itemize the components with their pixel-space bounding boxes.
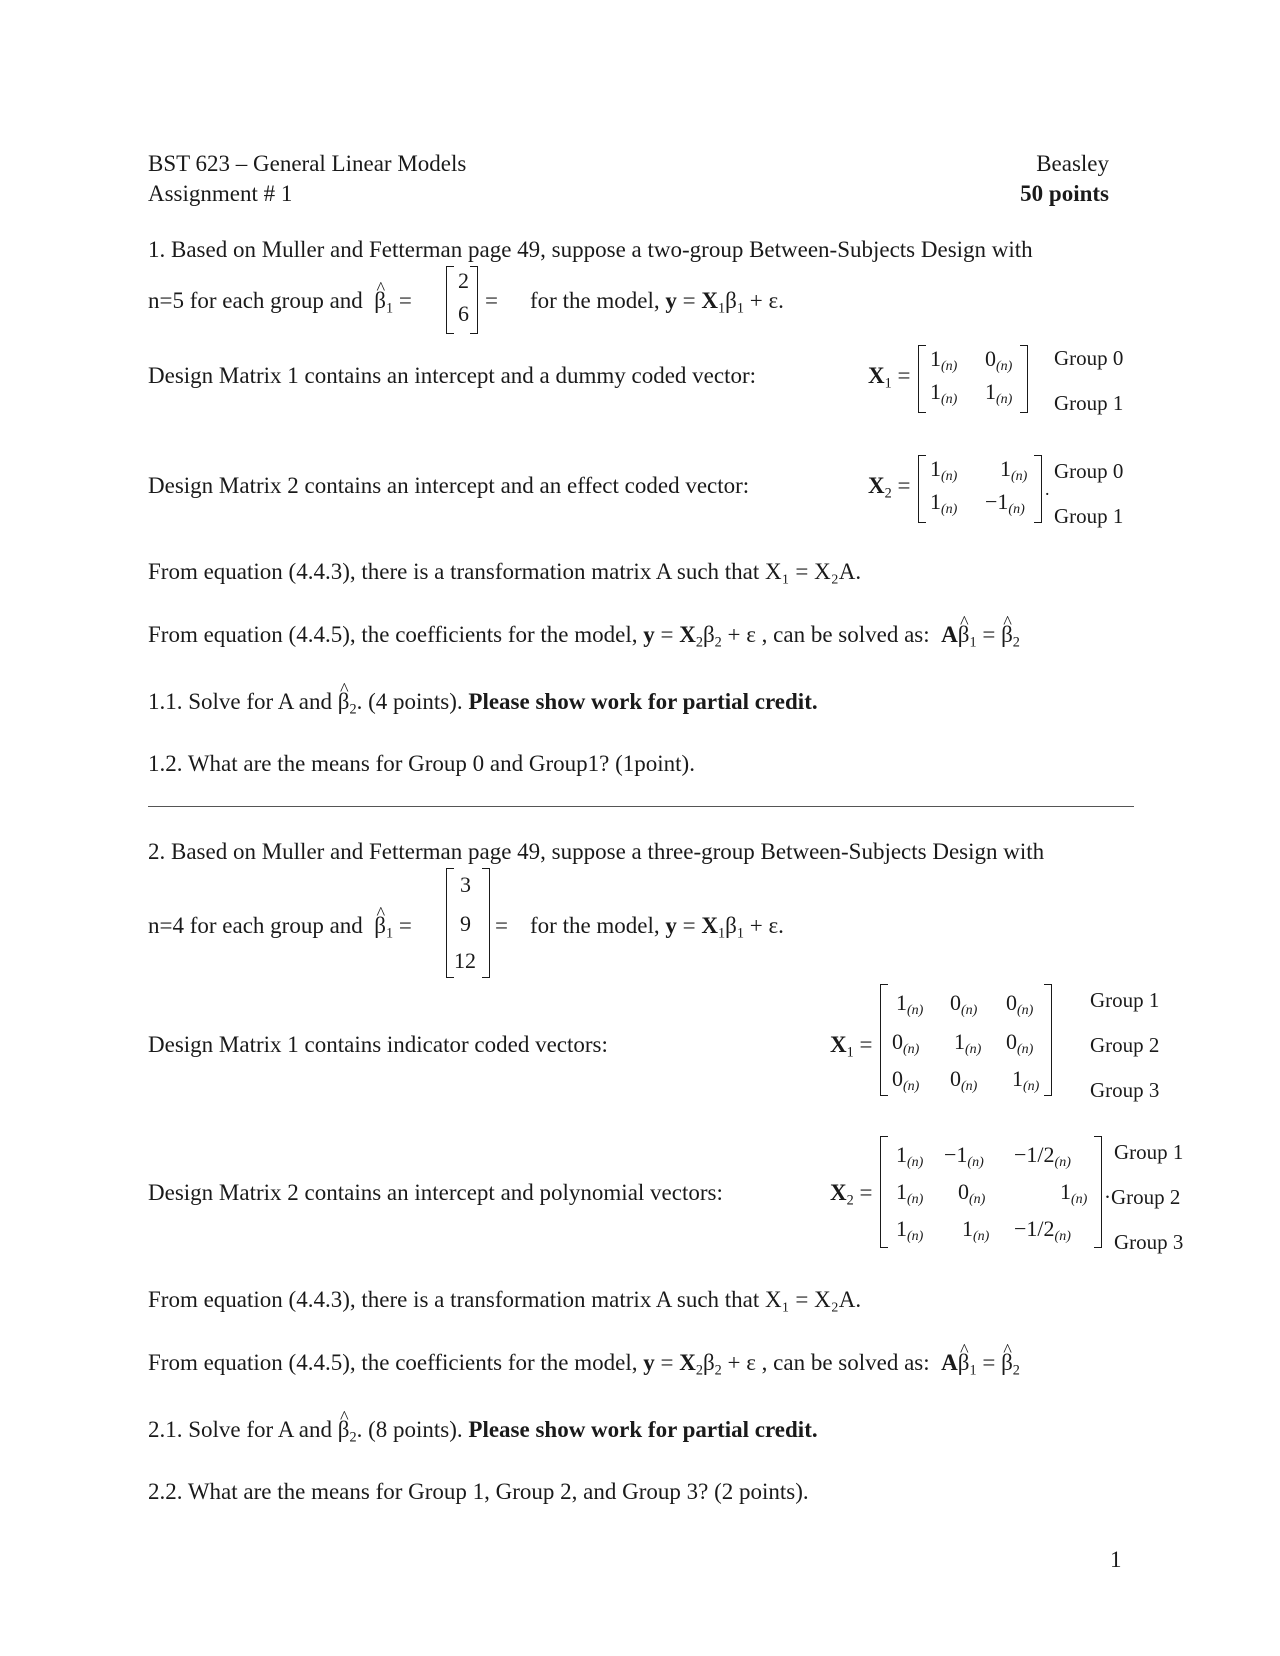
q1-x2-group-1: Group 1 bbox=[1054, 504, 1124, 528]
q2-means: 2.2. What are the means for Group 1, Group 2, and Group 3? (2 points). bbox=[148, 1479, 809, 1504]
q1-model: for the model, $y = X_1\beta_1 + \varepsilon$. bbox=[530, 288, 784, 317]
q1-dm1-text: Design Matrix 1 contains an intercept and a dummy coded vector: bbox=[148, 363, 757, 388]
beta-hat-symbol: ^ β bbox=[374, 289, 386, 312]
q2-x2-group-1: Group 2 bbox=[1111, 1185, 1181, 1209]
q1-x1-group-0: Group 0 bbox=[1054, 346, 1124, 370]
q2-dm1-text: Design Matrix 1 contains indicator coded vectors: bbox=[148, 1032, 608, 1057]
q2-eq443: From equation (4.4.3), there is a transformation matrix A such that X₁ = X₂A. bbox=[148, 1287, 862, 1312]
q1-n-text: n=5 for each group and bbox=[148, 288, 363, 313]
instructor-name: Beasley bbox=[1036, 151, 1109, 176]
q2-x2-group-0: Group 1 bbox=[1114, 1140, 1184, 1164]
q2-x1-group-2: Group 3 bbox=[1090, 1078, 1160, 1102]
q2-x1-group-0: Group 1 bbox=[1090, 988, 1160, 1012]
q1-intro: 1. Based on Muller and Fetterman page 49, suppose a two-group Between-Subjects Design with bbox=[148, 237, 1033, 262]
q2-intro: 2. Based on Muller and Fetterman page 49, suppose a three-group Between-Subjects Design with bbox=[148, 839, 1045, 864]
q2-x2-label: $X_2$ = bbox=[830, 1180, 873, 1209]
q1-x2-group-0: Group 0 bbox=[1054, 459, 1124, 483]
q2-x2-group-2: Group 3 bbox=[1114, 1230, 1184, 1254]
q1-x1-label: $X_1$ = bbox=[868, 363, 911, 392]
total-points: 50 points bbox=[1020, 181, 1109, 206]
q1-dm2-text: Design Matrix 2 contains an intercept and an effect coded vector: bbox=[148, 473, 750, 498]
q1-n-line: n=5 for each group and ^ $\beta_1$ = bbox=[148, 289, 412, 316]
q1-eq445: From equation (4.4.5), the coefficients for the model, $y = X_2\beta_2 + \varepsilon$ , can be solved as: A^ $\beta_1$ = ^ $\beta_2$ bbox=[148, 623, 1020, 650]
q2-n-line: n=4 for each group and ^ $\beta_1$ = bbox=[148, 914, 412, 941]
q2-n-text: n=4 for each group and bbox=[148, 913, 363, 938]
assignment-title: Assignment # 1 bbox=[148, 181, 293, 206]
page-number: 1 bbox=[1110, 1547, 1122, 1572]
q2-solve: 2.1. Solve for A and ^ $\beta_2$. (8 points). Please show work for partial credit. bbox=[148, 1418, 818, 1445]
q2-dm2-text: Design Matrix 2 contains an intercept and polynomial vectors: bbox=[148, 1180, 723, 1205]
q2-beta-0: 3 bbox=[460, 872, 471, 897]
q2-x1-group-1: Group 2 bbox=[1090, 1033, 1160, 1057]
q1-means: 1.2. What are the means for Group 0 and Group1? (1point). bbox=[148, 751, 695, 776]
course-title: BST 623 – General Linear Models bbox=[148, 151, 467, 176]
q2-model: for the model, $y = X_1\beta_1 + \varepsilon$. bbox=[530, 913, 784, 942]
q2-beta-2: 12 bbox=[454, 948, 476, 973]
q2-beta-1: 9 bbox=[460, 911, 471, 936]
section-divider bbox=[148, 806, 1134, 807]
q2-eq445: From equation (4.4.5), the coefficients for the model, $y = X_2\beta_2 + \varepsilon$ , can be solved as: A^ $\beta_1$ = ^ $\beta_2$ bbox=[148, 1351, 1020, 1378]
q2-x2-group-1-wrap: ·Group 2 bbox=[1104, 1185, 1181, 1209]
q1-eq443: From equation (4.4.3), there is a transformation matrix A such that X₁ = X₂A. bbox=[148, 559, 862, 584]
q2-x1-label: $X_1$ = bbox=[830, 1032, 873, 1061]
q1-beta-1: 6 bbox=[458, 301, 469, 326]
q1-x2-label: $X_2$ = bbox=[868, 473, 911, 502]
q1-x1-group-1: Group 1 bbox=[1054, 391, 1124, 415]
q1-solve: 1.1. Solve for A and ^ $\beta_2$. (4 points). Please show work for partial credit. bbox=[148, 690, 818, 717]
q1-beta-0: 2 bbox=[458, 268, 469, 293]
